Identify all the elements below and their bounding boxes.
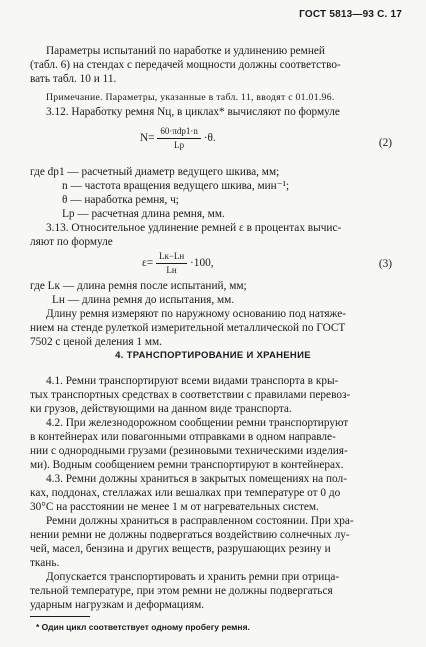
formula-3 — [142, 251, 214, 276]
text-line: Параметры испытаний по наработке и удлинению ремней — [46, 45, 325, 57]
text-line: в контейнерах или повагонными отправками в одном направле- — [30, 431, 336, 443]
text-line: где dр1 — расчетный диаметр ведущего шкива, мм; — [30, 166, 280, 178]
formula-2-rhs: ·θ. — [203, 132, 216, 145]
note-line: Примечание. Параметры, указанные в табл. 11, вводят с 01.01.96. — [46, 92, 335, 103]
formula-3-numerator: Lк−Lн — [156, 251, 187, 264]
page-header: ГОСТ 5813—93 С. 17 — [299, 9, 402, 20]
section-title: 4. ТРАНСПОРТИРОВАНИЕ И ХРАНЕНИЕ — [115, 350, 311, 361]
text-line: θ — наработка ремня, ч; — [62, 194, 179, 206]
formula-3-denominator: Lн — [166, 265, 177, 275]
formula-2-number: (2) — [378, 137, 392, 149]
text-line: 4.1. Ремни транспортируют всеми видами транспорта в кры- — [46, 375, 339, 387]
formula-3-fraction — [156, 251, 187, 276]
text-line: 30°С на расстоянии не менее 1 м от нагревательных систем. — [30, 501, 319, 513]
text-line: ударным нагрузкам и деформациям. — [30, 599, 205, 611]
text-line: где Lк — длина ремня после испытаний, мм; — [30, 280, 247, 292]
formula-2-numerator: 60·πdр1·n — [157, 126, 201, 139]
formula-3-lhs: ε= — [142, 257, 154, 270]
text-line: 4.2. При железнодорожном сообщении ремни транспортируют — [46, 417, 349, 429]
text-line: нием на стенде рулеткой измерительной металлической по ГОСТ — [30, 322, 346, 334]
formula-2-fraction — [157, 126, 201, 151]
text-line: Lр — расчетная длина ремня, мм. — [62, 208, 225, 220]
text-line: 4.3. Ремни должны храниться в закрытых помещениях на пол- — [46, 473, 347, 485]
text-line: нении ремни не должны подвергаться воздействию солнечных лу- — [30, 529, 350, 541]
text-line: вать табл. 10 и 11. — [30, 73, 117, 85]
text-line: 3.13. Относительное удлинение ремней ε в процентах вычис- — [46, 222, 342, 234]
text-line: Lн — длина ремня до испытания, мм. — [52, 294, 235, 306]
text-line: ки грузов, действующими на данном виде транспорта. — [30, 403, 292, 415]
footnote-divider — [30, 616, 90, 617]
text-line: Допускается транспортировать и хранить ремни при отрица- — [46, 571, 340, 583]
formula-3-number: (3) — [378, 258, 392, 270]
text-line: чей, масел, бензина и других веществ, разрушающих резину и — [30, 543, 331, 555]
text-line: ках, поддонах, стеллажах или вешалках при температуре от 0 до — [30, 487, 341, 499]
text-line: тых транспортных средствах в соответствии с правилами перевоз- — [30, 389, 351, 401]
text-line: (табл. 6) на стендах с передачей мощности должны соответство- — [30, 59, 341, 71]
text-line: 7502 с ценой деления 1 мм. — [30, 336, 162, 348]
text-line: 3.12. Наработку ремня Nц, в циклах* вычисляют по формуле — [46, 106, 340, 118]
text-line: n — частота вращения ведущего шкива, мин⁻¹; — [62, 180, 290, 192]
text-line: Длину ремня измеряют по наружному основанию под натяже- — [46, 308, 346, 320]
text-line: тельной температуре, при этом ремни не должны подвергаться — [30, 585, 333, 597]
formula-3-rhs: ·100, — [190, 257, 214, 270]
text-line: ляют по формуле — [30, 236, 113, 248]
formula-2 — [140, 126, 216, 151]
text-line: Ремни должны храниться в расправленном состоянии. При хра- — [46, 515, 354, 527]
formula-2-lhs: N= — [140, 132, 155, 145]
text-line: ткань. — [30, 557, 60, 569]
footnote: * Один цикл соответствует одному пробегу ремня. — [36, 622, 250, 632]
text-line: ми). Водным сообщением ремни транспортируют в контейнерах. — [30, 459, 344, 471]
text-line: нии с однородными грузами (резиновыми техническими изделия- — [30, 445, 348, 457]
formula-2-denominator: Lр — [174, 140, 185, 150]
